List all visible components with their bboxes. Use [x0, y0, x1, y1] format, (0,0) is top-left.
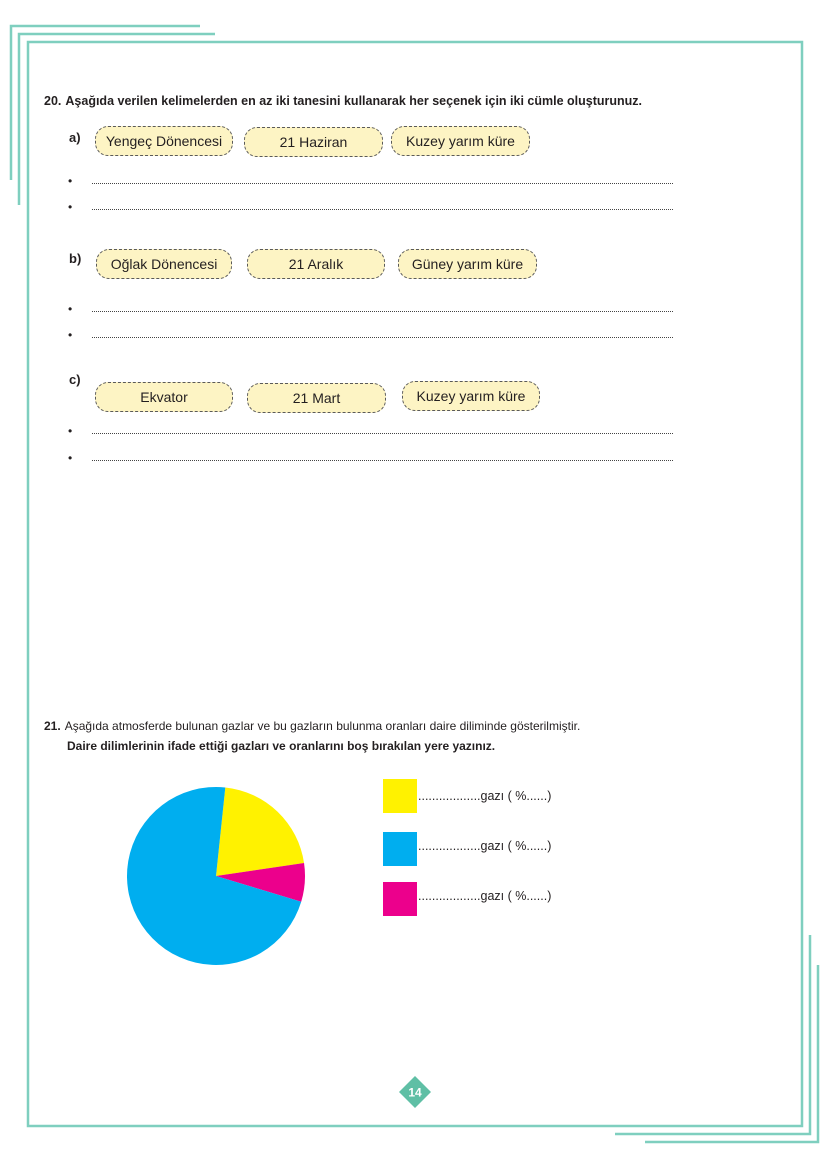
atmosphere-gas-pie-chart [126, 786, 306, 966]
section-c-label: c) [69, 372, 81, 387]
word-chip: Kuzey yarım küre [391, 126, 530, 156]
page-number: 14 [408, 1085, 422, 1100]
question-21-intro: Aşağıda atmosferde bulunan gazlar ve bu gazların bulunma oranları daire diliminde gösterilmiştir. [64, 719, 581, 733]
bullet: • [68, 451, 73, 465]
word-chip: Güney yarım küre [398, 249, 537, 279]
legend-answer-blank[interactable]: ..................gazı ( %......) [418, 839, 552, 853]
question-20-number: 20. [44, 94, 62, 108]
question-20-title [44, 94, 642, 108]
bullet: • [68, 302, 73, 316]
answer-line[interactable] [92, 209, 673, 210]
word-chip: Ekvator [95, 382, 233, 412]
word-chip: 21 Haziran [244, 127, 383, 157]
answer-line[interactable] [92, 460, 673, 461]
section-a-label: a) [69, 130, 81, 145]
word-chip: 21 Mart [247, 383, 386, 413]
question-20-instruction: Aşağıda verilen kelimelerden en az iki tanesini kullanarak her seçenek için iki cümle oluşturunuz. [65, 94, 643, 108]
page-number-badge [398, 1075, 432, 1109]
bullet: • [68, 174, 73, 188]
bullet: • [68, 424, 73, 438]
answer-line[interactable] [92, 433, 673, 434]
section-b-label: b) [69, 251, 82, 266]
question-21-line-1 [44, 719, 580, 733]
legend-answer-blank[interactable]: ..................gazı ( %......) [418, 789, 552, 803]
legend-swatch-magenta [383, 882, 417, 916]
bullet: • [68, 328, 73, 342]
pie-slice-yellow [216, 787, 304, 876]
question-21-number: 21. [44, 719, 61, 733]
word-chip: Kuzey yarım küre [402, 381, 540, 411]
answer-line[interactable] [92, 183, 673, 184]
legend-swatch-yellow [383, 779, 417, 813]
question-21-instruction: Daire dilimlerinin ifade ettiği gazları ve oranlarını boş bırakılan yere yazınız. [67, 739, 496, 753]
answer-line[interactable] [92, 337, 673, 338]
legend-answer-blank[interactable]: ..................gazı ( %......) [418, 889, 552, 903]
answer-line[interactable] [92, 311, 673, 312]
word-chip: Yengeç Dönencesi [95, 126, 233, 156]
bullet: • [68, 200, 73, 214]
word-chip: 21 Aralık [247, 249, 385, 279]
word-chip: Oğlak Dönencesi [96, 249, 232, 279]
legend-swatch-blue [383, 832, 417, 866]
